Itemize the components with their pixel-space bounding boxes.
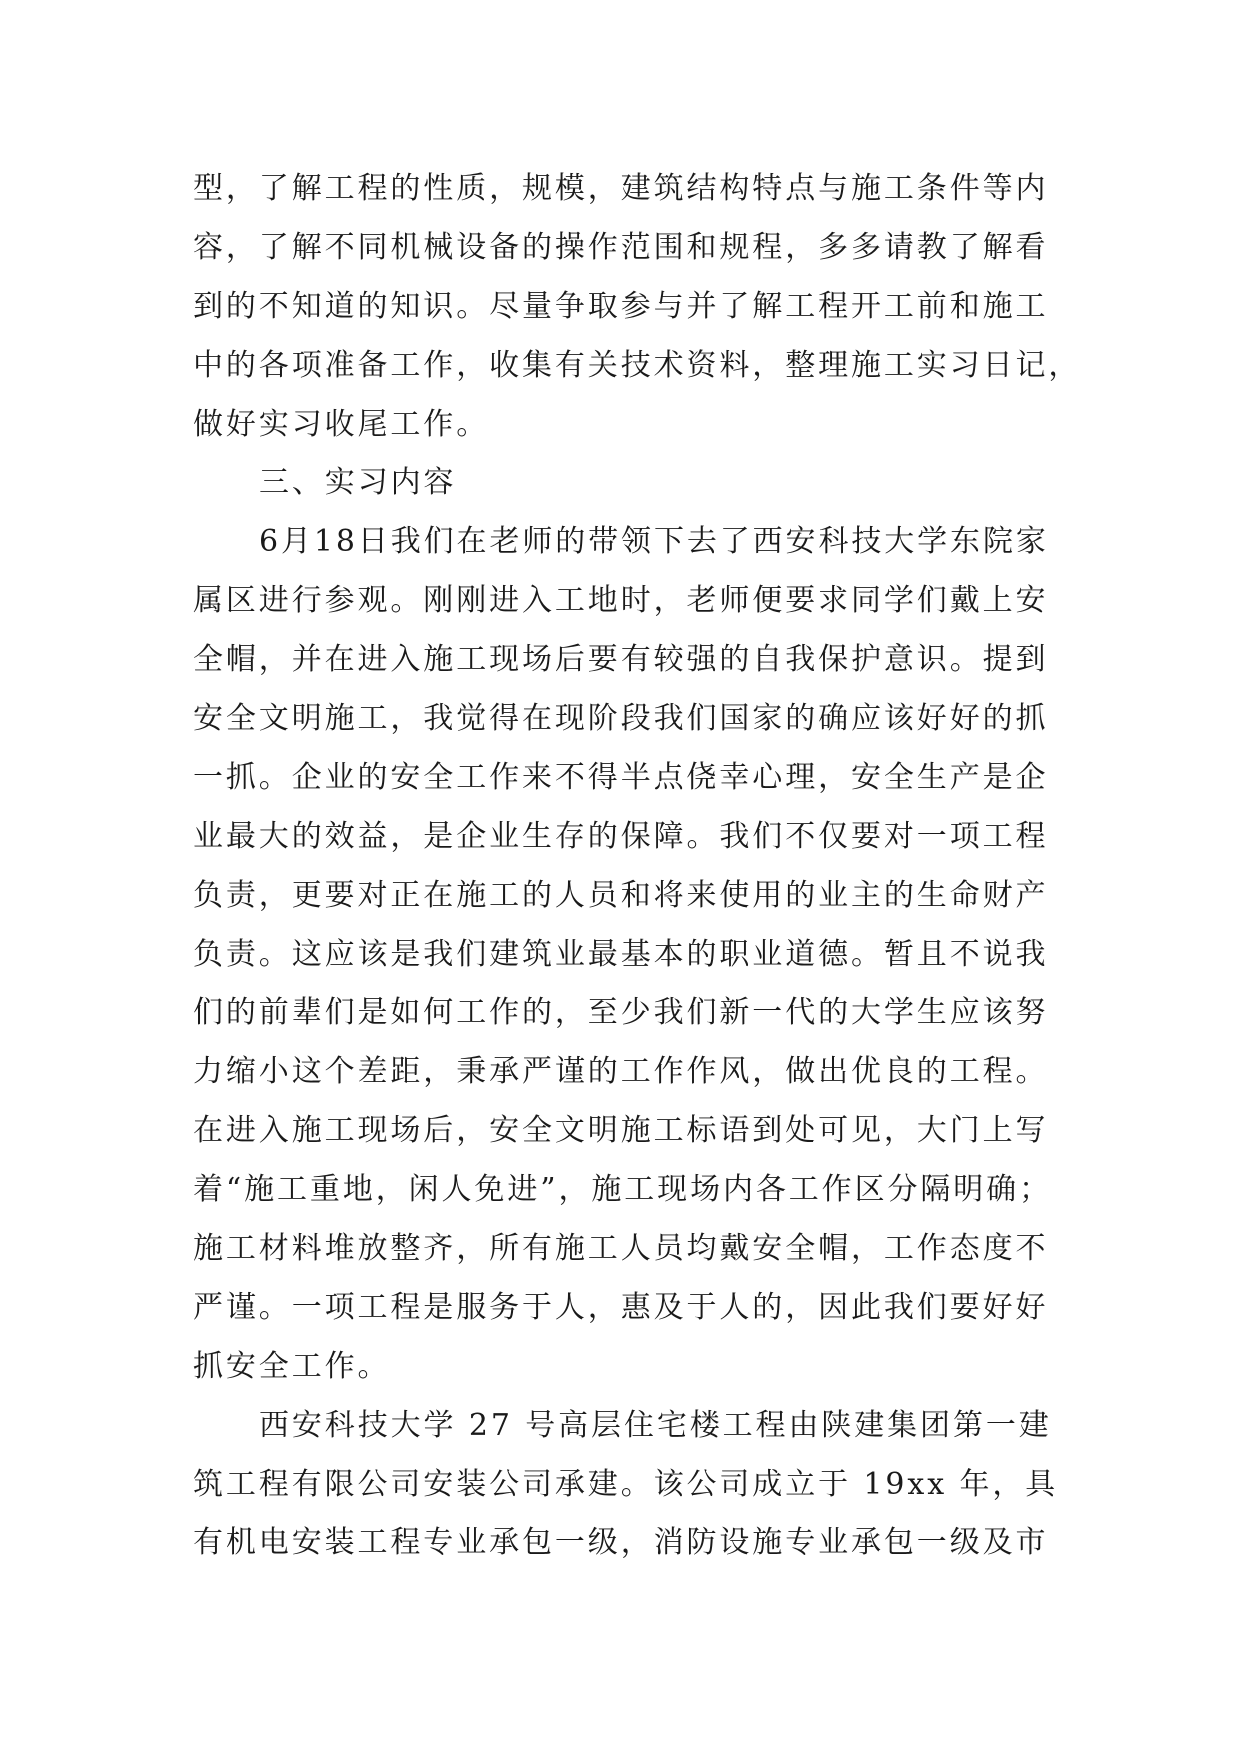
text-line: 一抓。企业的安全工作来不得半点侥幸心理，安全生产是企 <box>193 759 1049 795</box>
text-line: 们的前辈们是如何工作的，至少我们新一代的大学生应该努 <box>193 995 1049 1031</box>
text-line: 负责。这应该是我们建筑业最基本的职业道德。暂且不说我 <box>193 936 1049 972</box>
text-line: 安全文明施工，我觉得在现阶段我们国家的确应该好好的抓 <box>193 701 1049 737</box>
text-line: 容，了解不同机械设备的操作范围和规程，多多请教了解看 <box>193 229 1049 265</box>
text-line: 到的不知道的知识。尽量争取参与并了解工程开工前和施工 <box>193 288 1049 324</box>
document-body <box>193 160 1082 1573</box>
text-line: 属区进行参观。刚刚进入工地时，老师便要求同学们戴上安 <box>193 583 1049 619</box>
text-line: 型，了解工程的性质，规模，建筑结构特点与施工条件等内 <box>193 171 1049 206</box>
text-line: 力缩小这个差距，秉承严谨的工作作风，做出优良的工程。 <box>193 1054 1049 1090</box>
text-line: 抓安全工作。 <box>193 1348 391 1384</box>
text-line: 西安科技大学 27 号高层住宅楼工程由陕建集团第一建 <box>259 1407 1052 1443</box>
text-line: 6月18日我们在老师的带领下去了西安科技大学东院家 <box>259 524 1049 560</box>
text-line: 筑工程有限公司安装公司承建。该公司成立于 19xx 年，具 <box>193 1466 1059 1502</box>
text-line: 严谨。一项工程是服务于人，惠及于人的，因此我们要好好 <box>193 1289 1049 1325</box>
text-line: 做好实习收尾工作。 <box>193 406 490 442</box>
text-line: 中的各项准备工作，收集有关技术资料，整理施工实习日记， <box>193 347 1082 383</box>
text-line: 全帽，并在进入施工现场后要有较强的自我保护意识。提到 <box>193 642 1049 678</box>
section-heading: 三、实习内容 <box>259 465 457 501</box>
text-line: 施工材料堆放整齐，所有施工人员均戴安全帽，工作态度不 <box>193 1231 1049 1267</box>
text-line: 着“施工重地，闲人免进”，施工现场内各工作区分隔明确； <box>193 1172 1052 1208</box>
text-line: 在进入施工现场后，安全文明施工标语到处可见，大门上写 <box>193 1113 1049 1149</box>
text-line: 有机电安装工程专业承包一级，消防设施专业承包一级及市 <box>193 1525 1049 1561</box>
text-line: 负责，更要对正在施工的人员和将来使用的业主的生命财产 <box>193 877 1049 913</box>
text-line: 业最大的效益，是企业生存的保障。我们不仅要对一项工程 <box>193 818 1049 854</box>
